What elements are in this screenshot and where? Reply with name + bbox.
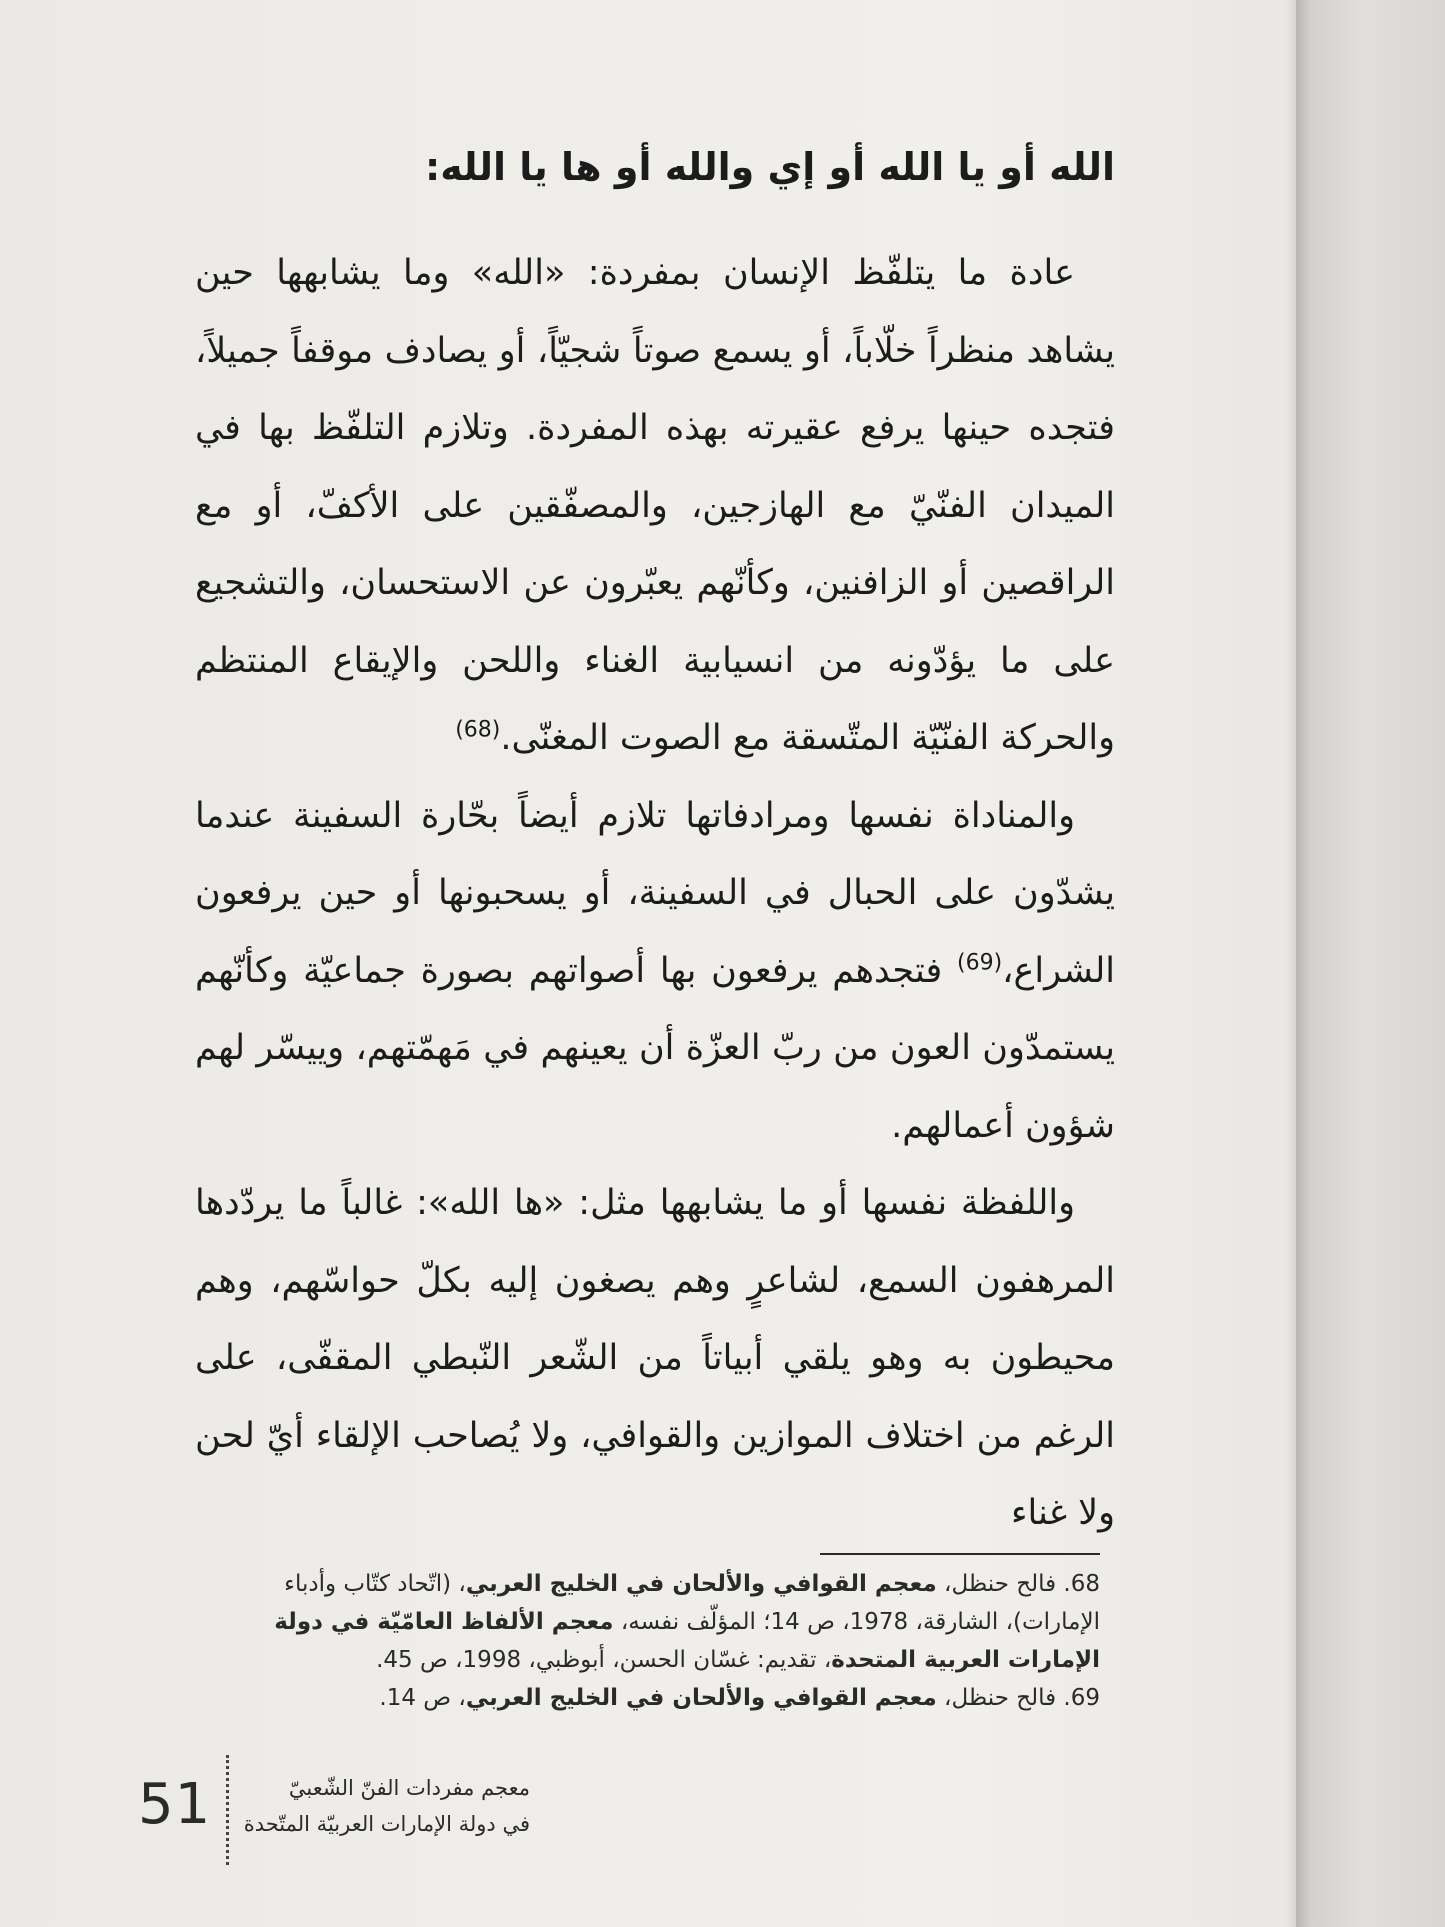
paragraph-2-text-continued: فتجدهم يرفعون بها أصواتهم بصورة جماعيّة وكأنّهم يستمدّون العون من ربّ العزّة أن يعينهم في مَهمّتهم، وييسّر لهم شؤون أعمالهم. [195, 950, 1115, 1146]
paragraph-1-text: عادة ما يتلفّظ الإنسان بمفردة: «الله» وما يشابهها حين يشاهد منظراً خلّاباً، أو يسمع صوتاً شجيّاً، أو يصادف موقفاً جميلاً، فتجده حينها يرفع عقيرته بهذه المفردة. وتلازم التلفّظ بها في الميدان الفنّيّ مع الهازجين، والمصفّقين على الأكفّ، أو مع الراقصين أو الزافنين، وكأنّهم يعبّرون عن الاستحسان، والتشجيع على ما يؤدّونه من انسيابية الغناء واللحن والإيقاع المنتظم والحركة الفنّيّة المتّسقة مع الصوت المغنّى. [195, 253, 1115, 758]
main-text [195, 135, 1115, 1553]
footnote-68-author: فالح حنظل، [936, 1571, 1064, 1597]
section-heading: الله أو يا الله أو إي والله أو ها يا الله: [425, 145, 1115, 189]
paragraph-2-text: والمناداة نفسها ومرادفاتها تلازم أيضاً بحّارة السفينة عندما يشدّون على الحبال في السفينة، أو يسحبونها أو حين يرفعون الشراع، [195, 795, 1115, 991]
footnote-68-title-1: معجم القوافي والألحان في الخليج العربي [465, 1571, 937, 1597]
running-title-line-2: في دولة الإمارات العربيّة المتّحدة [243, 1812, 530, 1836]
footnote-divider [820, 1553, 1100, 1555]
footnotes [195, 1565, 1100, 1717]
footnote-68-number: 68. [1063, 1571, 1100, 1597]
footnote-68-details-2: ، تقديم: غسّان الحسن، أبوظبي، 1998، ص 45. [376, 1647, 832, 1673]
footnote-ref-69: (69) [956, 949, 1003, 975]
paragraph-3-text: واللفظة نفسها أو ما يشابهها مثل: «ها الله»: غالباً ما يردّدها المرهفون السمع، لشاعرٍ وهم يصغون إليه بكلّ حواسّهم، وهم محيطون به وهو يلقي أبياتاً من الشّعر النّبطي المقفّى، على الرغم من اختلاف الموازين والقوافي، ولا يُصاحب الإلقاء أيّ لحن ولا غناء [195, 1183, 1115, 1533]
footnote-68 [195, 1565, 1100, 1679]
page-edge [1296, 0, 1445, 1927]
running-title [243, 1770, 530, 1842]
paragraph-2 [195, 778, 1115, 1166]
paragraph-3 [195, 1165, 1115, 1553]
footnote-68-details-1: ، (اتّحاد كتّاب وأدباء الإمارات)، الشارقة، 1978، ص 14؛ المؤلّف نفسه، [284, 1571, 1100, 1635]
page-number: 51 [138, 1772, 212, 1837]
footnote-69-title: معجم القوافي والألحان في الخليج العربي [465, 1685, 937, 1711]
footnote-69-number: 69. [1063, 1685, 1100, 1711]
footnote-69-author: فالح حنظل، [936, 1685, 1064, 1711]
footnote-69 [195, 1679, 1100, 1717]
paragraph-1 [195, 235, 1115, 778]
running-title-line-1: معجم مفردات الفنّ الشّعبيّ [288, 1776, 530, 1800]
footer-dotted-divider [226, 1755, 229, 1865]
footnote-69-details: ، ص 14. [379, 1685, 466, 1711]
footnote-ref-68: (68) [455, 717, 501, 743]
footnote-68-title-2: معجم الألفاظ العامّيّة في دولة الإمارات العربية المتحدة [274, 1609, 1100, 1673]
